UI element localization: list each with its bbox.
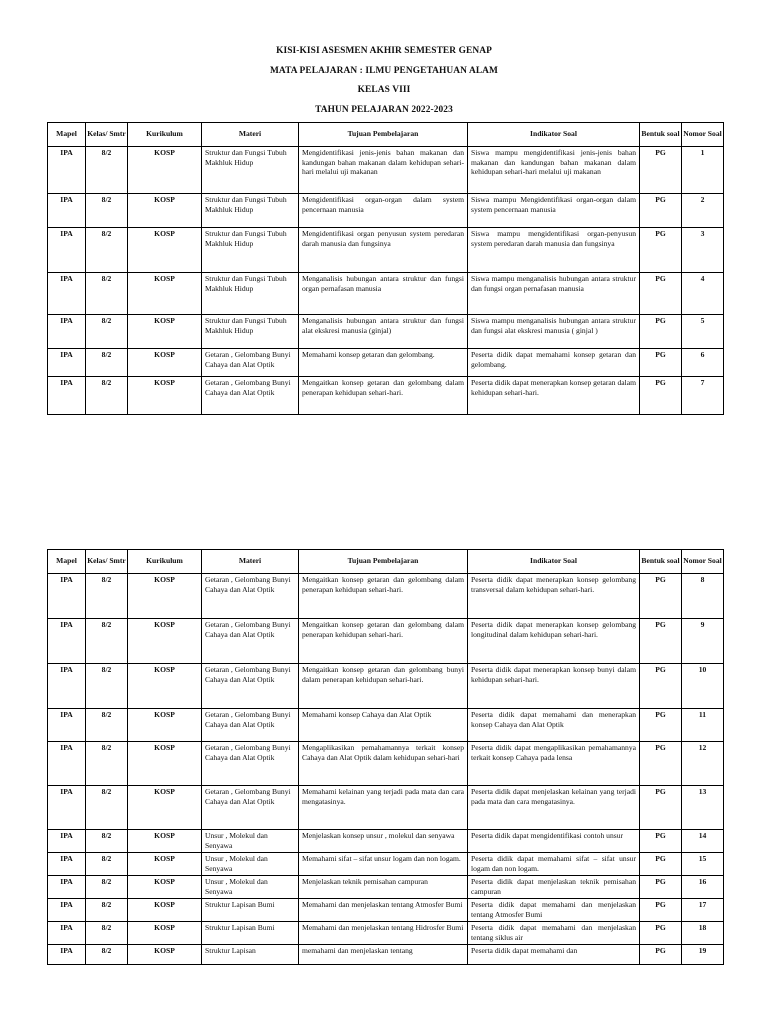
cell-nomor: 7 <box>682 377 724 415</box>
title-line-3: KELAS VIII <box>357 85 411 96</box>
cell-kurikulum: KOSP <box>128 377 202 415</box>
cell-indikator: Siswa mampu menganalisis hubungan antara struktur dan fungsi alat ekskresi manusia ( ginjal ) <box>468 315 640 349</box>
title-line-2: MATA PELAJARAN : ILMU PENGETAHUAN ALAM <box>269 65 498 76</box>
cell-kurikulum: KOSP <box>128 574 202 619</box>
cell-nomor: 16 <box>682 876 724 899</box>
table-row <box>48 619 724 664</box>
cell-indikator: Peserta didik dapat memahami dan <box>468 945 640 965</box>
cell-bentuk: PG <box>640 709 682 742</box>
table-row <box>48 664 724 709</box>
cell-kurikulum: KOSP <box>128 742 202 786</box>
table-row <box>48 194 724 228</box>
cell-bentuk: PG <box>640 786 682 830</box>
cell-nomor: 3 <box>682 228 724 273</box>
cell-nomor: 19 <box>682 945 724 965</box>
table-row <box>48 945 724 965</box>
header-materi: Materi <box>202 550 299 574</box>
cell-materi: Struktur dan Fungsi Tubuh Makhluk Hidup <box>202 194 299 228</box>
cell-kelas: 8/2 <box>86 315 128 349</box>
cell-mapel: IPA <box>48 619 86 664</box>
table-row <box>48 709 724 742</box>
cell-indikator: Peserta didik dapat menerapkan konsep gelombang longitudinal dalam kehidupan sehari-hari. <box>468 619 640 664</box>
cell-kurikulum: KOSP <box>128 273 202 315</box>
table-row <box>48 147 724 194</box>
cell-materi: Struktur dan Fungsi Tubuh Makhluk Hidup <box>202 228 299 273</box>
cell-indikator: Peserta didik dapat menerapkan konsep getaran dalam kehidupan sehari-hari. <box>468 377 640 415</box>
cell-materi: Getaran , Gelombang Bunyi Cahaya dan Alat Optik <box>202 786 299 830</box>
cell-nomor: 15 <box>682 853 724 876</box>
cell-tujuan: Memahami dan menjelaskan tentang Atmosfer Bumi <box>299 899 468 922</box>
cell-mapel: IPA <box>48 830 86 853</box>
cell-kelas: 8/2 <box>86 853 128 876</box>
cell-tujuan: Mengidentifikasi organ penyusun system peredaran darah manusia dan fungsinya <box>299 228 468 273</box>
cell-indikator: Peserta didik dapat mengidentifikasi contoh unsur <box>468 830 640 853</box>
cell-tujuan: Memahami konsep Cahaya dan Alat Optik <box>299 709 468 742</box>
cell-nomor: 11 <box>682 709 724 742</box>
cell-mapel: IPA <box>48 377 86 415</box>
cell-mapel: IPA <box>48 228 86 273</box>
header-mapel: Mapel <box>48 550 86 574</box>
cell-materi: Unsur , Molekul dan Senyawa <box>202 853 299 876</box>
cell-kelas: 8/2 <box>86 147 128 194</box>
cell-indikator: Siswa mampu Mengidentifikasi organ-organ dalam system pencernaan manusia <box>468 194 640 228</box>
cell-tujuan: Mengidentifikasi jenis-jenis bahan makanan dan kandungan bahan makanan dalam kehidupan sehari-hari melalui uji makanan <box>299 147 468 194</box>
cell-kurikulum: KOSP <box>128 899 202 922</box>
cell-materi: Getaran , Gelombang Bunyi Cahaya dan Alat Optik <box>202 709 299 742</box>
cell-kurikulum: KOSP <box>128 945 202 965</box>
cell-indikator: Peserta didik dapat menerapkan konsep bunyi dalam kehidupan sehari-hari. <box>468 664 640 709</box>
cell-bentuk: PG <box>640 377 682 415</box>
cell-bentuk: PG <box>640 742 682 786</box>
cell-bentuk: PG <box>640 619 682 664</box>
title-line-4: TAHUN PELAJARAN 2022-2023 <box>315 104 453 115</box>
cell-indikator: Peserta didik dapat mengaplikasikan pemahamannya terkait konsep Cahaya pada lensa <box>468 742 640 786</box>
cell-tujuan: Mengidentifikasi organ-organ dalam system pencernaan manusia <box>299 194 468 228</box>
cell-nomor: 18 <box>682 922 724 945</box>
cell-mapel: IPA <box>48 194 86 228</box>
cell-kelas: 8/2 <box>86 830 128 853</box>
cell-bentuk: PG <box>640 194 682 228</box>
table-row <box>48 742 724 786</box>
cell-kurikulum: KOSP <box>128 922 202 945</box>
cell-tujuan: Menjelaskan teknik pemisahan campuran <box>299 876 468 899</box>
cell-materi: Struktur dan Fungsi Tubuh Makhluk Hidup <box>202 147 299 194</box>
header-indikator: Indikator Soal <box>468 123 640 147</box>
header-indikator: Indikator Soal <box>468 550 640 574</box>
cell-nomor: 8 <box>682 574 724 619</box>
cell-kurikulum: KOSP <box>128 147 202 194</box>
table-row <box>48 315 724 349</box>
cell-nomor: 14 <box>682 830 724 853</box>
kisi-kisi-table-page-2 <box>47 549 724 965</box>
cell-nomor: 6 <box>682 349 724 377</box>
table-row <box>48 876 724 899</box>
header-kelas: Kelas/ Smtr <box>86 123 128 147</box>
cell-kelas: 8/2 <box>86 742 128 786</box>
table-row <box>48 377 724 415</box>
cell-bentuk: PG <box>640 853 682 876</box>
cell-kurikulum: KOSP <box>128 830 202 853</box>
cell-materi: Struktur dan Fungsi Tubuh Makhluk Hidup <box>202 273 299 315</box>
header-mapel: Mapel <box>48 123 86 147</box>
header-kurikulum: Kurikulum <box>128 123 202 147</box>
cell-tujuan: Memahami sifat – sifat unsur logam dan non logam. <box>299 853 468 876</box>
cell-mapel: IPA <box>48 349 86 377</box>
table-header-row <box>48 550 724 574</box>
cell-kelas: 8/2 <box>86 876 128 899</box>
cell-mapel: IPA <box>48 899 86 922</box>
cell-materi: Getaran , Gelombang Bunyi Cahaya dan Alat Optik <box>202 619 299 664</box>
cell-indikator: Peserta didik dapat memahami dan menjelaskan tentang Atmosfer Bumi <box>468 899 640 922</box>
cell-nomor: 1 <box>682 147 724 194</box>
table-row <box>48 228 724 273</box>
cell-materi: Getaran , Gelombang Bunyi Cahaya dan Alat Optik <box>202 742 299 786</box>
kisi-kisi-table-page-1 <box>47 122 724 415</box>
cell-kelas: 8/2 <box>86 574 128 619</box>
cell-mapel: IPA <box>48 945 86 965</box>
cell-mapel: IPA <box>48 315 86 349</box>
cell-nomor: 13 <box>682 786 724 830</box>
cell-indikator: Peserta didik dapat memahami dan menjelaskan tentang siklus air <box>468 922 640 945</box>
cell-bentuk: PG <box>640 830 682 853</box>
cell-tujuan: Mengaitkan konsep getaran dan gelombang dalam penerapan kehidupan sehari-hari. <box>299 619 468 664</box>
cell-mapel: IPA <box>48 574 86 619</box>
cell-mapel: IPA <box>48 273 86 315</box>
table-row <box>48 922 724 945</box>
cell-kurikulum: KOSP <box>128 619 202 664</box>
cell-tujuan: memahami dan menjelaskan tentang <box>299 945 468 965</box>
header-bentuk: Bentuk soal <box>640 123 682 147</box>
cell-nomor: 10 <box>682 664 724 709</box>
cell-mapel: IPA <box>48 876 86 899</box>
cell-nomor: 17 <box>682 899 724 922</box>
cell-kelas: 8/2 <box>86 377 128 415</box>
cell-materi: Struktur dan Fungsi Tubuh Makhluk Hidup <box>202 315 299 349</box>
cell-bentuk: PG <box>640 273 682 315</box>
cell-indikator: Siswa mampu mengidentifikasi organ-penyusun system peredaran darah manusia dan fungsinya <box>468 228 640 273</box>
cell-tujuan: Mengaitkan konsep getaran dan gelombang bunyi dalam penerapan kehidupan sehari-hari. <box>299 664 468 709</box>
cell-mapel: IPA <box>48 786 86 830</box>
cell-nomor: 2 <box>682 194 724 228</box>
cell-materi: Unsur , Molekul dan Senyawa <box>202 876 299 899</box>
table-row <box>48 899 724 922</box>
cell-indikator: Peserta didik dapat memahami dan menerapkan konsep Cahaya dan Alat Optik <box>468 709 640 742</box>
table-header-row <box>48 123 724 147</box>
document-title-block <box>0 46 768 124</box>
header-materi: Materi <box>202 123 299 147</box>
cell-nomor: 4 <box>682 273 724 315</box>
cell-materi: Struktur Lapisan Bumi <box>202 922 299 945</box>
header-tujuan: Tujuan Pembelajaran <box>299 550 468 574</box>
cell-kelas: 8/2 <box>86 619 128 664</box>
cell-materi: Getaran , Gelombang Bunyi Cahaya dan Alat Optik <box>202 664 299 709</box>
table-row <box>48 273 724 315</box>
cell-bentuk: PG <box>640 147 682 194</box>
cell-tujuan: Mengaitkan konsep getaran dan gelombang dalam penerapan kehidupan sehari-hari. <box>299 377 468 415</box>
cell-kelas: 8/2 <box>86 945 128 965</box>
cell-tujuan: Memahami konsep getaran dan gelombang. <box>299 349 468 377</box>
cell-tujuan: Memahami dan menjelaskan tentang Hidrosfer Bumi <box>299 922 468 945</box>
cell-tujuan: Mengaitkan konsep getaran dan gelombang dalam penerapan kehidupan sehari-hari. <box>299 574 468 619</box>
cell-kurikulum: KOSP <box>128 194 202 228</box>
cell-kelas: 8/2 <box>86 899 128 922</box>
cell-indikator: Peserta didik dapat memahami sifat – sifat unsur logam dan non logam. <box>468 853 640 876</box>
cell-bentuk: PG <box>640 349 682 377</box>
cell-tujuan: Memahami kelainan yang terjadi pada mata dan cara mengatasinya. <box>299 786 468 830</box>
header-nomor: Nomor Soal <box>682 123 724 147</box>
cell-bentuk: PG <box>640 922 682 945</box>
cell-bentuk: PG <box>640 664 682 709</box>
cell-indikator: Peserta didik dapat menerapkan konsep gelombang transversal dalam kehidupan sehari-hari. <box>468 574 640 619</box>
cell-kurikulum: KOSP <box>128 315 202 349</box>
header-kelas: Kelas/ Smtr <box>86 550 128 574</box>
cell-tujuan: Mengaplikasikan pemahamannya terkait konsep Cahaya dan Alat Optik dalam kehidupan sehari-hari <box>299 742 468 786</box>
cell-materi: Struktur Lapisan <box>202 945 299 965</box>
cell-kelas: 8/2 <box>86 709 128 742</box>
cell-nomor: 9 <box>682 619 724 664</box>
table-row <box>48 786 724 830</box>
cell-bentuk: PG <box>640 899 682 922</box>
cell-bentuk: PG <box>640 574 682 619</box>
header-tujuan: Tujuan Pembelajaran <box>299 123 468 147</box>
cell-kurikulum: KOSP <box>128 664 202 709</box>
cell-mapel: IPA <box>48 664 86 709</box>
cell-indikator: Siswa mampu menganalisis hubungan antara struktur dan fungsi organ pernafasan manusia <box>468 273 640 315</box>
cell-bentuk: PG <box>640 315 682 349</box>
cell-indikator: Peserta didik dapat menjelaskan kelainan yang terjadi pada mata dan cara mengatasinya. <box>468 786 640 830</box>
cell-kelas: 8/2 <box>86 349 128 377</box>
cell-mapel: IPA <box>48 853 86 876</box>
cell-mapel: IPA <box>48 922 86 945</box>
cell-nomor: 5 <box>682 315 724 349</box>
cell-bentuk: PG <box>640 945 682 965</box>
table-row <box>48 349 724 377</box>
title-line-1: KISI-KISI ASESMEN AKHIR SEMESTER GENAP <box>276 46 492 56</box>
cell-kelas: 8/2 <box>86 786 128 830</box>
cell-tujuan: Menjelaskan konsep unsur , molekul dan senyawa <box>299 830 468 853</box>
cell-tujuan: Menganalisis hubungan antara struktur dan fungsi organ pernafasan manusia <box>299 273 468 315</box>
cell-kurikulum: KOSP <box>128 709 202 742</box>
cell-kelas: 8/2 <box>86 922 128 945</box>
cell-indikator: Peserta didik dapat menjelaskan teknik pemisahan campuran <box>468 876 640 899</box>
cell-kurikulum: KOSP <box>128 349 202 377</box>
cell-kelas: 8/2 <box>86 664 128 709</box>
cell-materi: Getaran , Gelombang Bunyi Cahaya dan Alat Optik <box>202 574 299 619</box>
cell-materi: Getaran , Gelombang Bunyi Cahaya dan Alat Optik <box>202 349 299 377</box>
cell-kurikulum: KOSP <box>128 228 202 273</box>
cell-kurikulum: KOSP <box>128 786 202 830</box>
header-nomor: Nomor Soal <box>682 550 724 574</box>
cell-kurikulum: KOSP <box>128 853 202 876</box>
cell-mapel: IPA <box>48 709 86 742</box>
cell-bentuk: PG <box>640 228 682 273</box>
table-row <box>48 853 724 876</box>
cell-indikator: Siswa mampu mengidentifikasi jenis-jenis bahan makanan dan kandungan bahan makanan dalam kehidupan sehari-hari melalui uji makanan <box>468 147 640 194</box>
table-row <box>48 830 724 853</box>
cell-kelas: 8/2 <box>86 194 128 228</box>
cell-mapel: IPA <box>48 742 86 786</box>
cell-materi: Getaran , Gelombang Bunyi Cahaya dan Alat Optik <box>202 377 299 415</box>
cell-kelas: 8/2 <box>86 228 128 273</box>
cell-nomor: 12 <box>682 742 724 786</box>
header-kurikulum: Kurikulum <box>128 550 202 574</box>
cell-mapel: IPA <box>48 147 86 194</box>
cell-materi: Struktur Lapisan Bumi <box>202 899 299 922</box>
cell-tujuan: Menganalisis hubungan antara struktur dan fungsi alat ekskresi manusia (ginjal) <box>299 315 468 349</box>
cell-indikator: Peserta didik dapat memahami konsep getaran dan gelombang. <box>468 349 640 377</box>
cell-bentuk: PG <box>640 876 682 899</box>
cell-kelas: 8/2 <box>86 273 128 315</box>
table-row <box>48 574 724 619</box>
cell-materi: Unsur , Molekul dan Senyawa <box>202 830 299 853</box>
cell-kurikulum: KOSP <box>128 876 202 899</box>
header-bentuk: Bentuk soal <box>640 550 682 574</box>
